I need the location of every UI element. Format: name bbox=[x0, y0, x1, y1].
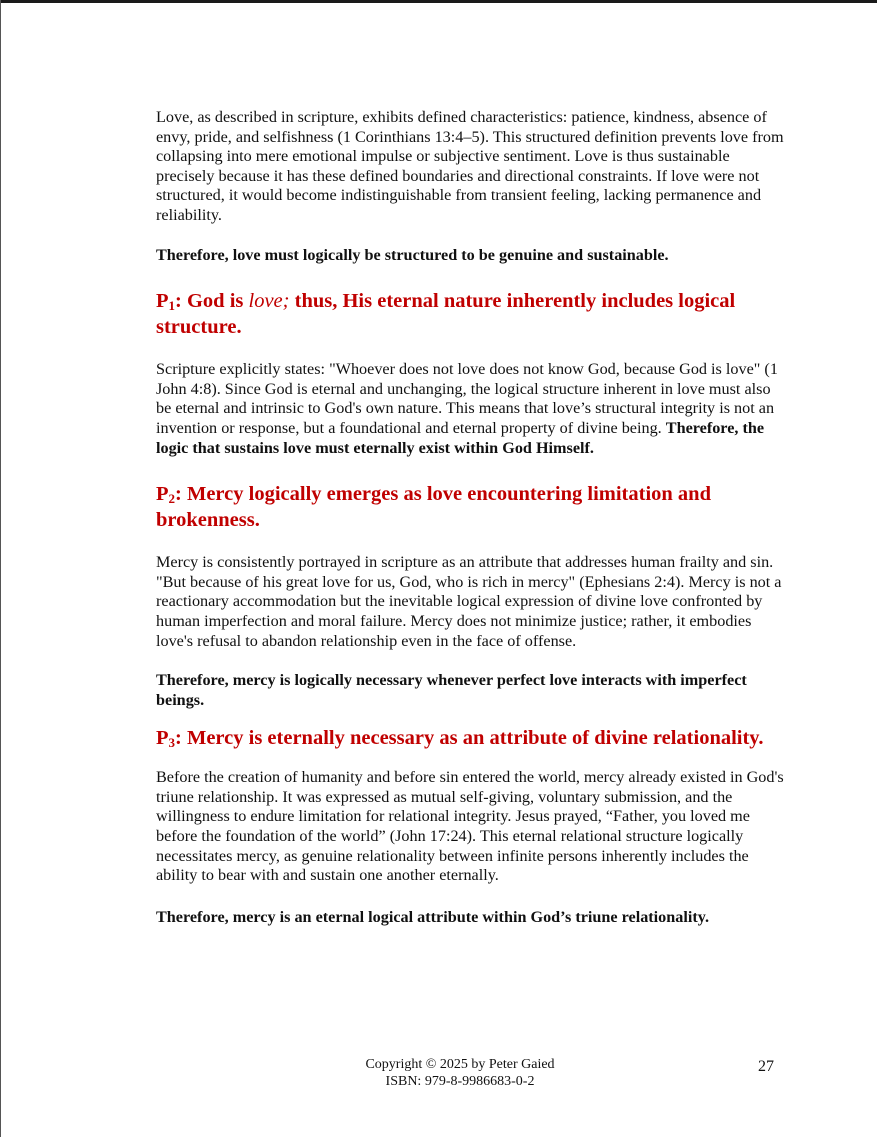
paragraph-p2: Mercy is consistently portrayed in scripture as an attribute that addresses human frailty and sin. "But because of his great love for us, God, who is rich in mercy" (Ephesians 2:4). Mercy is not a reactionary accommodation but the inevitable logical expression of divine love confronted by human imperfection and moral failure. Mercy does not minimize justice; rather, it embodies love's refusal to abandon relationship even in the face of offense. bbox=[156, 553, 782, 650]
page-top-border bbox=[0, 0, 877, 3]
heading-p2-subscript: 2 bbox=[168, 491, 176, 507]
heading-p2-prefix: P bbox=[156, 483, 169, 506]
page-footer bbox=[300, 1056, 620, 1090]
heading-p1-italic: love; bbox=[248, 290, 290, 313]
heading-p3-text: : Mercy is eternally necessary as an attribute of divine relationality. bbox=[175, 727, 764, 750]
paragraph-p1-conclusion: Therefore, the logic that sustains love must eternally exist within God Himself. bbox=[156, 418, 765, 457]
page-number: 27 bbox=[758, 1058, 774, 1075]
heading-p2 bbox=[156, 482, 784, 532]
copyright-line: Copyright © 2025 by Peter Gaied bbox=[365, 1057, 555, 1072]
conclusion-love-structured: Therefore, love must logically be structured to be genuine and sustainable. bbox=[156, 245, 669, 264]
heading-p3-subscript: 3 bbox=[168, 735, 176, 751]
heading-p1-text-after: thus, His eternal nature inherently includes logical structure. bbox=[156, 290, 736, 339]
paragraph-love-characteristics: Love, as described in scripture, exhibits defined characteristics: patience, kindness, absence of envy, pride, and selfishness (1 Corinthians 13:4–5). This structured definition prevents love from collapsing into mere emotional impulse or subjective sentiment. Love is thus sustainable precisely because it has these defined boundaries and directional constraints. If love were not structured, it would become indistinguishable from transient feeling, lacking permanence and reliability. bbox=[156, 108, 784, 224]
isbn-line: ISBN: 979-8-9986683-0-2 bbox=[385, 1074, 535, 1089]
heading-p1-prefix: P bbox=[156, 290, 169, 313]
paragraph-p3: Before the creation of humanity and before sin entered the world, mercy already existed in God's triune relationship. It was expressed as mutual self-giving, voluntary submission, and the willingness to endure limitation for relational integrity. Jesus prayed, “Father, you loved me before the foundation of the world” (John 17:24). This eternal relational structure logically necessitates mercy, as genuine relationality between infinite persons inherently includes the ability to bear with and sustain one another eternally. bbox=[156, 768, 784, 885]
heading-p1-subscript: 1 bbox=[168, 298, 176, 314]
heading-p1-text-before: : God is bbox=[175, 290, 249, 313]
heading-p3-prefix: P bbox=[156, 727, 169, 750]
page-content bbox=[156, 108, 784, 947]
paragraph-p1 bbox=[156, 360, 784, 458]
heading-p3 bbox=[156, 726, 784, 752]
heading-p2-text: : Mercy logically emerges as love encountering limitation and brokenness. bbox=[156, 483, 711, 532]
paragraph-p1-body: Scripture explicitly states: "Whoever does not love does not know God, because God is love" (1 John 4:8). Since God is eternal and unchanging, the logical structure inherent in love must also be eternal and intrinsic to God's own nature. This means that love’s structural integrity is not an invention or response, but a foundational and eternal property of divine being. bbox=[156, 360, 778, 437]
conclusion-p3: Therefore, mercy is an eternal logical attribute within God’s triune relationality. bbox=[156, 907, 710, 926]
page-left-border bbox=[0, 0, 1, 1137]
heading-p1 bbox=[156, 289, 784, 339]
conclusion-p2: Therefore, mercy is logically necessary whenever perfect love interacts with imperfect beings. bbox=[156, 671, 747, 709]
